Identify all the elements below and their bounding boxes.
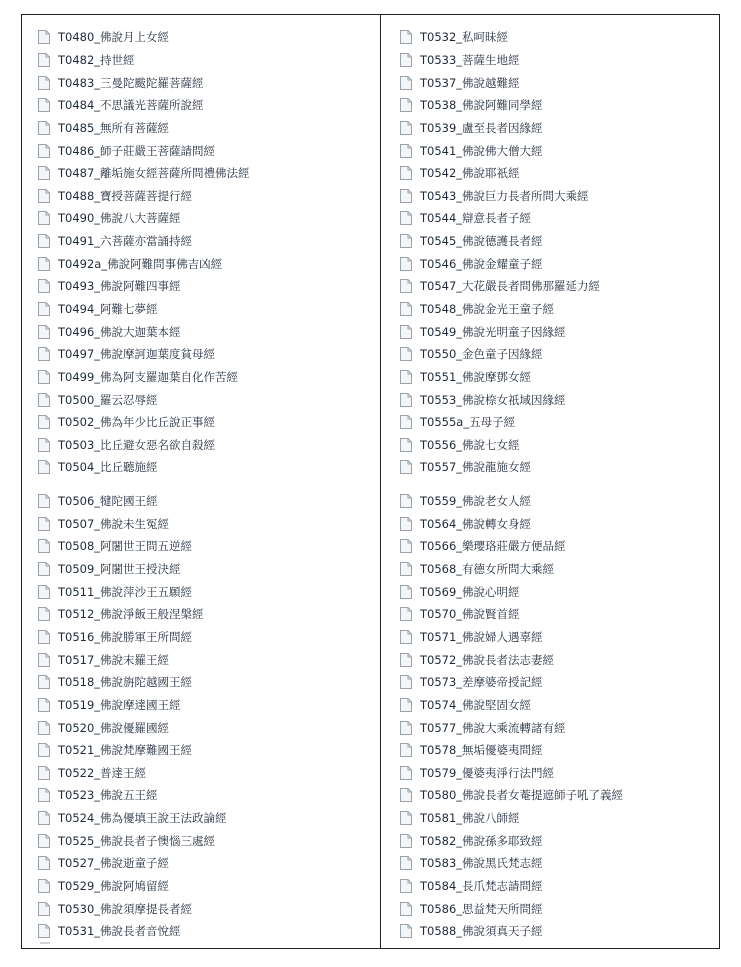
file-name: T0544_辯意長者子經 xyxy=(420,211,532,226)
file-item[interactable] xyxy=(38,456,250,479)
file-name: T0483_三曼陀颰陀羅菩薩經 xyxy=(58,75,204,90)
file-item[interactable] xyxy=(400,117,623,140)
file-name: T0497_佛說摩訶迦葉度貧母經 xyxy=(58,347,216,362)
file-item[interactable] xyxy=(400,207,623,230)
document-icon xyxy=(400,460,412,474)
file-item[interactable] xyxy=(400,252,623,275)
file-name: T0499_佛為阿支羅迦葉自化作苦經 xyxy=(58,369,239,384)
file-name: T0574_佛說堅固女經 xyxy=(420,697,532,712)
file-name: T0488_寶授菩薩菩提行經 xyxy=(58,188,193,203)
document-icon xyxy=(38,347,50,361)
file-name: T0485_無所有菩薩經 xyxy=(58,120,170,135)
file-name: T0520_佛說優羅國經 xyxy=(58,720,170,735)
document-icon xyxy=(400,166,412,180)
file-name: T0556_佛說七女經 xyxy=(420,437,520,452)
file-item[interactable] xyxy=(38,366,250,389)
file-item[interactable] xyxy=(400,71,623,94)
file-item[interactable] xyxy=(38,716,250,739)
document-icon xyxy=(400,630,412,644)
file-item[interactable] xyxy=(38,603,250,626)
document-icon xyxy=(38,302,50,316)
file-item[interactable] xyxy=(400,875,623,898)
document-icon xyxy=(400,211,412,225)
file-name: T0573_差摩婆帝授記經 xyxy=(420,675,543,690)
document-icon xyxy=(38,607,50,621)
document-icon xyxy=(38,834,50,848)
file-name: T0527_佛說逝童子經 xyxy=(58,856,170,871)
file-name: T0570_佛說賢首經 xyxy=(420,607,520,622)
file-name: T0506_犍陀國王經 xyxy=(58,494,158,509)
document-icon xyxy=(400,675,412,689)
document-icon xyxy=(38,924,50,938)
document-icon xyxy=(400,562,412,576)
file-item[interactable] xyxy=(38,94,250,117)
file-item[interactable] xyxy=(400,366,623,389)
document-icon xyxy=(38,766,50,780)
file-name: T0493_佛說阿難四事經 xyxy=(58,279,181,294)
file-name: T0584_長爪梵志請問經 xyxy=(420,879,543,894)
document-icon xyxy=(38,494,50,508)
file-item[interactable] xyxy=(400,490,623,513)
document-icon xyxy=(38,562,50,576)
file-item[interactable] xyxy=(38,411,250,434)
file-item[interactable] xyxy=(400,762,623,785)
file-name: T0507_佛說未生冤經 xyxy=(58,516,170,531)
document-icon xyxy=(38,902,50,916)
file-item[interactable] xyxy=(38,558,250,581)
file-item[interactable] xyxy=(38,252,250,275)
file-item[interactable] xyxy=(38,829,250,852)
document-icon xyxy=(400,517,412,531)
file-item[interactable] xyxy=(38,434,250,457)
file-name: T0486_師子莊嚴王菩薩請問經 xyxy=(58,143,216,158)
file-name: T0571_佛說婦人遇辜經 xyxy=(420,629,543,644)
file-name: T0548_佛說金光王童子經 xyxy=(420,302,555,316)
file-name: T0518_佛說旃陀越國王經 xyxy=(58,675,193,690)
document-icon xyxy=(400,585,412,599)
file-item[interactable] xyxy=(38,852,250,875)
document-icon xyxy=(400,144,412,158)
document-icon xyxy=(400,902,412,916)
document-icon xyxy=(38,675,50,689)
file-name: T0537_佛說越難經 xyxy=(420,75,520,90)
file-name: T0582_佛說孫多耶致經 xyxy=(420,833,543,848)
left-file-column xyxy=(38,26,250,943)
file-item[interactable] xyxy=(38,512,250,535)
file-name: T0504_比丘聽施經 xyxy=(58,460,158,475)
document-icon xyxy=(400,257,412,271)
file-item[interactable] xyxy=(38,671,250,694)
document-icon xyxy=(400,325,412,339)
file-item[interactable] xyxy=(38,26,250,49)
file-name: T0568_有德女所問大乘經 xyxy=(420,562,555,577)
file-name: T0517_佛說末羅王經 xyxy=(58,652,170,667)
file-item[interactable] xyxy=(38,920,250,943)
document-icon xyxy=(38,811,50,825)
file-item[interactable] xyxy=(38,875,250,898)
file-name: T0502_佛為年少比丘說正事經 xyxy=(58,415,216,430)
document-icon xyxy=(38,370,50,384)
file-item[interactable] xyxy=(400,184,623,207)
file-name: T0586_思益梵天所問經 xyxy=(420,901,543,916)
file-item[interactable] xyxy=(38,739,250,762)
file-item[interactable] xyxy=(38,230,250,253)
file-item[interactable] xyxy=(400,920,623,943)
document-icon xyxy=(400,743,412,757)
document-icon xyxy=(400,766,412,780)
file-item[interactable] xyxy=(38,807,250,830)
document-icon xyxy=(38,517,50,531)
file-item[interactable] xyxy=(38,71,250,94)
file-name: T0588_佛說須真天子經 xyxy=(420,924,543,939)
file-item[interactable] xyxy=(38,762,250,785)
file-item[interactable] xyxy=(38,388,250,411)
file-item[interactable] xyxy=(400,94,623,117)
document-icon xyxy=(38,539,50,553)
document-icon xyxy=(38,630,50,644)
document-icon xyxy=(38,76,50,90)
file-item[interactable] xyxy=(38,298,250,321)
document-icon xyxy=(400,347,412,361)
document-icon xyxy=(38,53,50,67)
file-item[interactable] xyxy=(38,343,250,366)
file-name: T0509_阿闍世王授決經 xyxy=(58,562,181,577)
file-item[interactable] xyxy=(400,829,623,852)
file-name: T0580_佛說長者女菴提遮師子吼了義經 xyxy=(420,788,624,803)
document-icon xyxy=(400,856,412,870)
file-name: T0555a_五母子經 xyxy=(420,415,516,430)
file-name: T0529_佛說阿鳩留經 xyxy=(58,879,170,894)
document-icon xyxy=(400,370,412,384)
document-icon xyxy=(400,539,412,553)
document-icon xyxy=(400,76,412,90)
file-item[interactable] xyxy=(400,603,623,626)
document-icon xyxy=(400,98,412,112)
document-icon xyxy=(400,279,412,293)
file-name: T0491_六菩薩亦當誦持經 xyxy=(58,234,193,249)
file-item[interactable] xyxy=(400,456,623,479)
document-icon xyxy=(400,653,412,667)
document-icon xyxy=(400,607,412,621)
document-icon xyxy=(38,698,50,712)
file-name: T0523_佛說五王經 xyxy=(58,788,158,803)
file-name: T0566_樂瓔珞莊嚴方便品經 xyxy=(420,539,566,554)
file-item[interactable] xyxy=(38,626,250,649)
document-icon xyxy=(38,721,50,735)
file-name: T0487_離垢施女經菩薩所問禮佛法經 xyxy=(58,166,250,181)
document-icon xyxy=(38,121,50,135)
file-item[interactable] xyxy=(38,694,250,717)
file-item[interactable] xyxy=(400,694,623,717)
document-icon xyxy=(38,234,50,248)
file-item[interactable] xyxy=(400,558,623,581)
document-icon xyxy=(38,585,50,599)
file-item[interactable] xyxy=(400,807,623,830)
file-item[interactable] xyxy=(400,49,623,72)
file-item[interactable] xyxy=(400,230,623,253)
document-icon xyxy=(400,393,412,407)
file-name: T0492a_佛說阿難問事佛吉凶經 xyxy=(58,256,223,271)
file-name: T0525_佛說長者子懊惱三處經 xyxy=(58,833,216,848)
file-name: T0503_比丘避女惡名欲自殺經 xyxy=(58,437,216,452)
file-name: T0546_佛說金耀童子經 xyxy=(420,256,543,271)
document-icon xyxy=(38,415,50,429)
file-name: T0541_佛說佛大僧大經 xyxy=(420,143,543,158)
file-item[interactable] xyxy=(38,184,250,207)
document-icon xyxy=(38,743,50,757)
file-name: T0484_不思議光菩薩所說經 xyxy=(58,98,204,113)
file-name: T0545_佛說德護長者經 xyxy=(420,234,543,249)
file-name: T0530_佛說須摩提長者經 xyxy=(58,901,193,916)
file-name: T0569_佛說心明經 xyxy=(420,584,520,599)
file-name: T0549_佛說光明童子因緣經 xyxy=(420,324,566,339)
file-item[interactable] xyxy=(400,535,623,558)
file-name: T0564_佛說轉女身經 xyxy=(420,516,532,531)
file-item[interactable] xyxy=(38,207,250,230)
file-name: T0572_佛說長者法志妻經 xyxy=(420,652,555,667)
file-name: T0533_菩薩生地經 xyxy=(420,52,520,67)
file-item[interactable] xyxy=(38,648,250,671)
file-item[interactable] xyxy=(400,139,623,162)
file-name: T0579_優婆夷淨行法門經 xyxy=(420,765,555,780)
file-name: T0550_金色童子因緣經 xyxy=(420,347,543,362)
document-icon xyxy=(400,189,412,203)
file-item[interactable] xyxy=(400,671,623,694)
file-name: T0551_佛說摩鄧女經 xyxy=(420,369,532,384)
file-item[interactable] xyxy=(38,535,250,558)
file-name: T0511_佛說萍沙王五願經 xyxy=(58,584,193,599)
file-item[interactable] xyxy=(400,388,623,411)
file-name: T0542_佛說耶祇經 xyxy=(420,166,520,181)
document-icon xyxy=(38,189,50,203)
document-icon xyxy=(38,166,50,180)
file-item[interactable] xyxy=(38,897,250,920)
partial-file-icon xyxy=(40,942,50,944)
file-item[interactable] xyxy=(400,626,623,649)
document-icon xyxy=(400,494,412,508)
document-icon xyxy=(400,438,412,452)
document-icon xyxy=(38,257,50,271)
file-name: T0516_佛說勝軍王所問經 xyxy=(58,629,193,644)
file-name: T0543_佛說巨力長者所問大乘經 xyxy=(420,188,589,203)
file-name: T0494_阿難七夢經 xyxy=(58,302,158,316)
document-icon xyxy=(400,415,412,429)
document-icon xyxy=(38,279,50,293)
file-name: T0496_佛說大迦葉本經 xyxy=(58,324,181,339)
document-icon xyxy=(38,325,50,339)
file-item[interactable] xyxy=(38,490,250,513)
file-name: T0577_佛說大乘流轉諸有經 xyxy=(420,720,566,735)
file-item[interactable] xyxy=(400,784,623,807)
file-item[interactable] xyxy=(38,784,250,807)
file-item[interactable] xyxy=(400,716,623,739)
document-icon xyxy=(38,144,50,158)
file-item[interactable] xyxy=(38,117,250,140)
document-icon xyxy=(400,302,412,316)
document-icon xyxy=(38,460,50,474)
file-name: T0519_佛說摩達國王經 xyxy=(58,697,181,712)
file-name: T0521_佛說梵摩難國王經 xyxy=(58,743,193,758)
file-name: T0500_羅云忍辱經 xyxy=(58,392,158,407)
document-icon xyxy=(38,879,50,893)
file-item[interactable] xyxy=(400,580,623,603)
file-name: T0524_佛為優填王說王法政論經 xyxy=(58,811,227,826)
document-icon xyxy=(400,30,412,44)
file-item[interactable] xyxy=(400,275,623,298)
document-icon xyxy=(38,393,50,407)
column-divider xyxy=(380,14,381,949)
document-icon xyxy=(400,834,412,848)
file-item[interactable] xyxy=(38,320,250,343)
document-icon xyxy=(38,788,50,802)
document-icon xyxy=(400,811,412,825)
file-name: T0482_持世經 xyxy=(58,52,135,67)
document-icon xyxy=(400,121,412,135)
file-name: T0539_盧至長者因緣經 xyxy=(420,120,543,135)
file-name: T0490_佛說八大菩薩經 xyxy=(58,211,181,226)
document-icon xyxy=(38,438,50,452)
file-item[interactable] xyxy=(400,897,623,920)
file-item[interactable] xyxy=(400,512,623,535)
file-item[interactable] xyxy=(400,648,623,671)
file-item[interactable] xyxy=(400,298,623,321)
file-item[interactable] xyxy=(38,275,250,298)
file-item[interactable] xyxy=(38,162,250,185)
file-name: T0553_佛說㮈女祇域因緣經 xyxy=(420,392,566,407)
file-item[interactable] xyxy=(38,139,250,162)
document-icon xyxy=(400,788,412,802)
file-name: T0531_佛說長者音悅經 xyxy=(58,924,181,939)
file-name: T0581_佛說八師經 xyxy=(420,811,520,826)
file-item[interactable] xyxy=(38,580,250,603)
file-name: T0578_無垢優婆夷問經 xyxy=(420,743,543,758)
file-name: T0512_佛說淨飯王般涅槃經 xyxy=(58,607,204,622)
file-name: T0522_普達王經 xyxy=(58,765,147,780)
file-item[interactable] xyxy=(400,411,623,434)
document-icon xyxy=(400,234,412,248)
file-name: T0559_佛說老女人經 xyxy=(420,494,532,509)
file-item[interactable] xyxy=(400,343,623,366)
document-icon xyxy=(38,98,50,112)
document-icon xyxy=(400,924,412,938)
file-name: T0547_大花嚴長者問佛那羅延力經 xyxy=(420,279,601,294)
right-file-column xyxy=(400,26,623,943)
file-item[interactable] xyxy=(400,320,623,343)
file-item[interactable] xyxy=(400,26,623,49)
file-name: T0583_佛說黑氏梵志經 xyxy=(420,856,543,871)
file-name: T0508_阿闍世王問五逆經 xyxy=(58,539,193,554)
file-name: T0532_私呵昧經 xyxy=(420,30,509,45)
document-icon xyxy=(400,53,412,67)
file-item[interactable] xyxy=(38,49,250,72)
file-item[interactable] xyxy=(400,739,623,762)
file-item[interactable] xyxy=(400,852,623,875)
document-icon xyxy=(38,30,50,44)
document-icon xyxy=(400,721,412,735)
document-icon xyxy=(38,856,50,870)
document-icon xyxy=(400,698,412,712)
file-name: T0557_佛說龍施女經 xyxy=(420,460,532,475)
file-name: T0480_佛說月上女經 xyxy=(58,30,170,45)
file-item[interactable] xyxy=(400,162,623,185)
file-name: T0538_佛說阿難同學經 xyxy=(420,98,543,113)
document-icon xyxy=(400,879,412,893)
document-icon xyxy=(38,653,50,667)
file-item[interactable] xyxy=(400,434,623,457)
document-icon xyxy=(38,211,50,225)
